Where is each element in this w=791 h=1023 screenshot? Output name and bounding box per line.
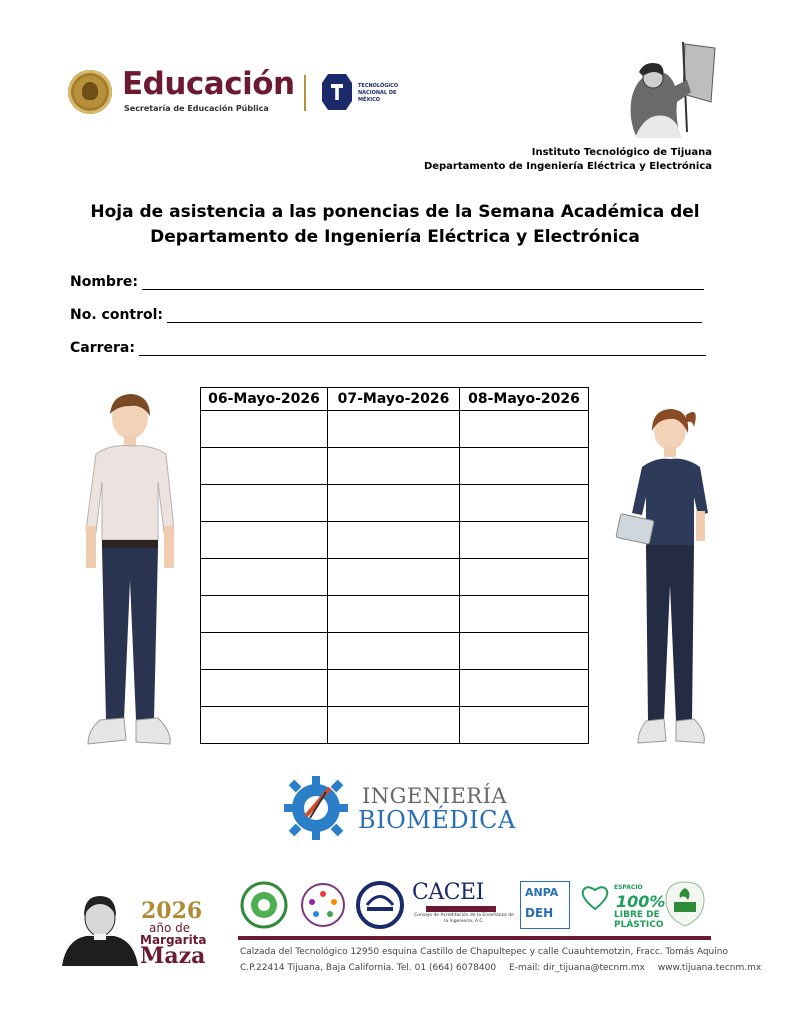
- table-row: [201, 707, 589, 744]
- cacei-subtitle: Consejo de Acreditación de la Enseñanza de la Ingeniería, A.C.: [414, 913, 514, 924]
- signature-cell[interactable]: [460, 707, 589, 744]
- table-row: [201, 559, 589, 596]
- table-header-row: [201, 388, 589, 411]
- logo-divider: [304, 75, 306, 111]
- footer-bar: [238, 936, 711, 940]
- year-logo-name-2: Maza: [140, 943, 206, 969]
- carrera-field[interactable]: [70, 336, 706, 356]
- signature-cell[interactable]: [460, 559, 589, 596]
- footer-email-link[interactable]: E-mail: dir_tijuana@tecnm.mx: [509, 963, 645, 973]
- address-line-1: Calzada del Tecnológico 12950 esquina Castillo de Chapultepec y calle Cuauhtemotzin, Fracc. Tomás Aquino: [240, 947, 728, 957]
- career-logo-line-1: INGENIERÍA: [362, 784, 508, 808]
- deh-text: DEH: [525, 906, 554, 920]
- header-day-1: 06-Mayo-2026: [201, 388, 328, 411]
- table-row: [201, 448, 589, 485]
- signature-cell[interactable]: [460, 411, 589, 448]
- tecnm-logo: [322, 74, 412, 114]
- equality-seal-icon: [298, 880, 348, 930]
- sep-logo-subtitle: Secretaría de Educación Pública: [124, 104, 269, 113]
- institute-header: [424, 146, 712, 174]
- anpa-deh-logo: [520, 881, 570, 929]
- header-day-2: 07-Mayo-2026: [328, 388, 460, 411]
- signature-cell[interactable]: [460, 633, 589, 670]
- year-logo-name-1: Margarita: [140, 933, 207, 947]
- female-student-illustration: [608, 405, 726, 750]
- baja-california-seal-icon: [238, 880, 290, 930]
- carrera-label: Carrera:: [70, 340, 135, 356]
- header-day-3: 08-Mayo-2026: [460, 388, 589, 411]
- signature-cell[interactable]: [201, 559, 328, 596]
- plastic-free-percent: 100%: [616, 892, 666, 911]
- table-row: [201, 596, 589, 633]
- smoke-free-seal-icon: [664, 880, 706, 928]
- heart-leaf-icon: [580, 884, 610, 910]
- signature-cell[interactable]: [201, 448, 328, 485]
- mexico-seal-icon: [68, 70, 112, 114]
- signature-cell[interactable]: [328, 411, 460, 448]
- signature-cell[interactable]: [328, 448, 460, 485]
- cacei-logo: [412, 880, 512, 930]
- plastic-free-label: LIBRE DE PLÁSTICO: [614, 910, 664, 930]
- signature-cell[interactable]: [328, 522, 460, 559]
- cacei-word: CACEI: [412, 880, 484, 905]
- page-title: [60, 200, 730, 250]
- control-field[interactable]: [70, 303, 702, 323]
- year-logo-ano-de: año de: [149, 921, 191, 935]
- sep-educacion-logo: [68, 68, 293, 118]
- signature-cell[interactable]: [328, 559, 460, 596]
- signature-cell[interactable]: [460, 522, 589, 559]
- footer-web-link[interactable]: www.tijuana.tecnm.mx: [657, 963, 762, 973]
- control-line[interactable]: [167, 308, 702, 323]
- signature-cell[interactable]: [201, 522, 328, 559]
- plastic-free-top: ESPACIO: [614, 884, 643, 891]
- signature-cell[interactable]: [328, 670, 460, 707]
- table-row: [201, 485, 589, 522]
- signature-cell[interactable]: [201, 411, 328, 448]
- institute-name: Instituto Tecnológico de Tijuana: [531, 147, 712, 158]
- title-line-2: Departamento de Ingeniería Eléctrica y Electrónica: [150, 227, 640, 247]
- sep-logo-word: Educación: [122, 66, 295, 102]
- margarita-maza-portrait: [60, 890, 140, 966]
- gear-icon: [280, 770, 352, 842]
- signature-cell[interactable]: [328, 596, 460, 633]
- signature-cell[interactable]: [460, 596, 589, 633]
- table-row: [201, 522, 589, 559]
- anpa-text: ANPA: [525, 886, 559, 899]
- signature-cell[interactable]: [201, 633, 328, 670]
- attendance-table: [200, 387, 589, 744]
- signature-cell[interactable]: [201, 596, 328, 633]
- cacei-bar: [426, 906, 496, 912]
- heroine-flag-illustration: [625, 42, 717, 138]
- signature-cell[interactable]: [460, 670, 589, 707]
- career-logo-line-2: BIOMÉDICA: [358, 806, 516, 834]
- signature-cell[interactable]: [328, 633, 460, 670]
- department-name: Departamento de Ingeniería Eléctrica y Electrónica: [423, 161, 712, 172]
- nombre-field[interactable]: [70, 270, 704, 290]
- signature-cell[interactable]: [460, 448, 589, 485]
- control-label: No. control:: [70, 307, 164, 323]
- ingenieria-biomedica-logo: [280, 766, 516, 842]
- nombre-label: Nombre:: [70, 274, 138, 290]
- signature-cell[interactable]: [201, 485, 328, 522]
- address-line-2: [240, 960, 771, 976]
- signature-cell[interactable]: [460, 485, 589, 522]
- signature-cell[interactable]: [328, 707, 460, 744]
- tecnm-logo-text: TECNOLÓGICO NACIONAL DE MÉXICO: [358, 83, 399, 103]
- signature-cell[interactable]: [201, 707, 328, 744]
- caceca-seal-icon: [355, 880, 405, 930]
- table-row: [201, 670, 589, 707]
- tecnm-mark-icon: [322, 74, 352, 110]
- title-line-1: Hoja de asistencia a las ponencias de la Semana Académica del: [90, 202, 700, 222]
- table-row: [201, 633, 589, 670]
- address-cp: C.P.22414 Tijuana, Baja California. Tel. 01 (664) 6078400: [240, 963, 497, 973]
- plastic-free-logo: [578, 880, 666, 930]
- signature-cell[interactable]: [201, 670, 328, 707]
- signature-cell[interactable]: [328, 485, 460, 522]
- male-student-illustration: [70, 390, 198, 760]
- carrera-line[interactable]: [139, 341, 706, 356]
- nombre-line[interactable]: [142, 275, 704, 290]
- table-row: [201, 411, 589, 448]
- footer-address: [240, 944, 771, 976]
- year-logo-number: 2026: [141, 898, 203, 924]
